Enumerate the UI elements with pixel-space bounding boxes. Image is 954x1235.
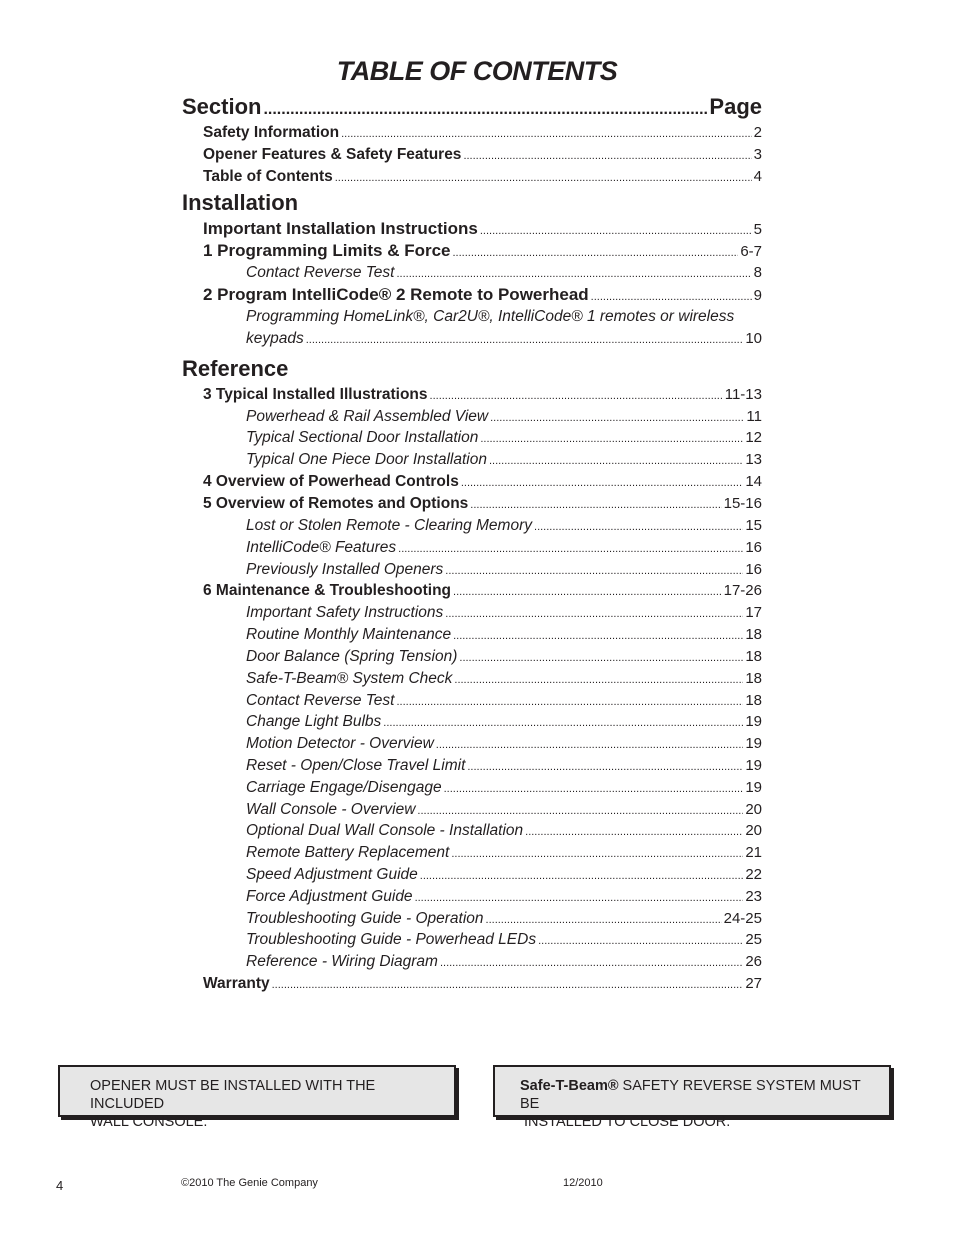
toc-subentry[interactable]: Optional Dual Wall Console - Installation ..... 20 — [182, 820, 762, 842]
installation-heading: Installation — [182, 190, 299, 215]
toc-entry[interactable]: 3 Typical Installed Illustrations ..... 11-13 — [182, 384, 762, 406]
toc-subentry[interactable]: Important Safety Instructions ..... 17 — [182, 602, 762, 624]
toc-entry[interactable]: 6 Maintenance & Troubleshooting ..... 17-26 — [182, 580, 762, 602]
toc-entry[interactable]: Table of Contents ..... 4 — [182, 166, 762, 188]
toc-entry[interactable]: Safety Information ..... 2 — [182, 122, 762, 144]
toc-subentry[interactable]: Reset - Open/Close Travel Limit ..... 19 — [182, 755, 762, 777]
toc-subentry[interactable]: Reference - Wiring Diagram ..... 26 — [182, 951, 762, 973]
notice-wall-console: OPENER MUST BE INSTALLED WITH THE INCLUDED WALL CONSOLE. — [58, 1065, 456, 1117]
notice-safe-t-beam: Safe-T-Beam® SAFETY REVERSE SYSTEM MUST BE INSTALLED TO CLOSE DOOR. — [493, 1065, 891, 1117]
toc-subentry[interactable]: Force Adjustment Guide ..... 23 — [182, 886, 762, 908]
toc-subentry[interactable]: Typical One Piece Door Installation ..... 13 — [182, 449, 762, 471]
toc-subentry[interactable]: keypads ..... 10 — [182, 328, 762, 350]
toc-subentry[interactable]: Lost or Stolen Remote - Clearing Memory ..... 15 — [182, 515, 762, 537]
toc-entry[interactable]: 4 Overview of Powerhead Controls ..... 14 — [182, 471, 762, 493]
toc-subentry[interactable]: Remote Battery Replacement ..... 21 — [182, 842, 762, 864]
toc-subentry[interactable]: Previously Installed Openers ..... 16 — [182, 559, 762, 581]
toc-entry[interactable]: Important Installation Instructions ..... 5 — [182, 218, 762, 240]
toc-subentry[interactable]: Contact Reverse Test ..... 18 — [182, 690, 762, 712]
toc-subentry[interactable]: Wall Console - Overview ..... 20 — [182, 799, 762, 821]
toc-subentry[interactable]: Door Balance (Spring Tension) ..... 18 — [182, 646, 762, 668]
table-of-contents — [182, 94, 762, 995]
toc-subentry-line[interactable]: Programming HomeLink®, Car2U®, IntelliCode® 1 remotes or wireless — [246, 307, 735, 325]
toc-entry[interactable]: 5 Overview of Remotes and Options ..... 15-16 — [182, 493, 762, 515]
page-label: Page — [709, 94, 762, 119]
toc-subentry[interactable]: Contact Reverse Test ..... 8 — [182, 262, 762, 284]
toc-subentry[interactable]: Typical Sectional Door Installation ..... 12 — [182, 427, 762, 449]
page-number: 4 — [56, 1178, 64, 1193]
toc-subentry[interactable]: Carriage Engage/Disengage ..... 19 — [182, 777, 762, 799]
copyright: ©2010 The Genie Company — [181, 1177, 318, 1189]
toc-entry[interactable]: Opener Features & Safety Features ..... 3 — [182, 144, 762, 166]
toc-subentry[interactable]: Routine Monthly Maintenance ..... 18 — [182, 624, 762, 646]
dot-leader — [263, 101, 707, 119]
toc-subentry[interactable]: Safe-T-Beam® System Check ..... 18 — [182, 668, 762, 690]
toc-subentry[interactable]: IntelliCode® Features ..... 16 — [182, 537, 762, 559]
toc-subentry[interactable]: Motion Detector - Overview ..... 19 — [182, 733, 762, 755]
toc-entry[interactable]: Warranty ..... 27 — [182, 973, 762, 995]
toc-subentry[interactable]: Powerhead & Rail Assembled View ..... 11 — [182, 406, 762, 428]
toc-entry[interactable]: 1 Programming Limits & Force ..... 6-7 — [182, 240, 762, 262]
toc-header — [182, 94, 762, 122]
toc-subentry[interactable]: Troubleshooting Guide - Powerhead LEDs ..... 25 — [182, 929, 762, 951]
toc-subentry[interactable]: Speed Adjustment Guide ..... 22 — [182, 864, 762, 886]
date: 12/2010 — [563, 1177, 603, 1189]
toc-subentry[interactable]: Troubleshooting Guide - Operation ..... 24-25 — [182, 908, 762, 930]
page-title: TABLE OF CONTENTS — [336, 56, 618, 86]
reference-heading: Reference — [182, 355, 289, 381]
toc-subentry[interactable]: Change Light Bulbs ..... 19 — [182, 711, 762, 733]
toc-entry[interactable]: 2 Program IntelliCode® 2 Remote to Powerhead ..... 9 — [182, 284, 762, 306]
section-label: Section — [182, 94, 262, 119]
